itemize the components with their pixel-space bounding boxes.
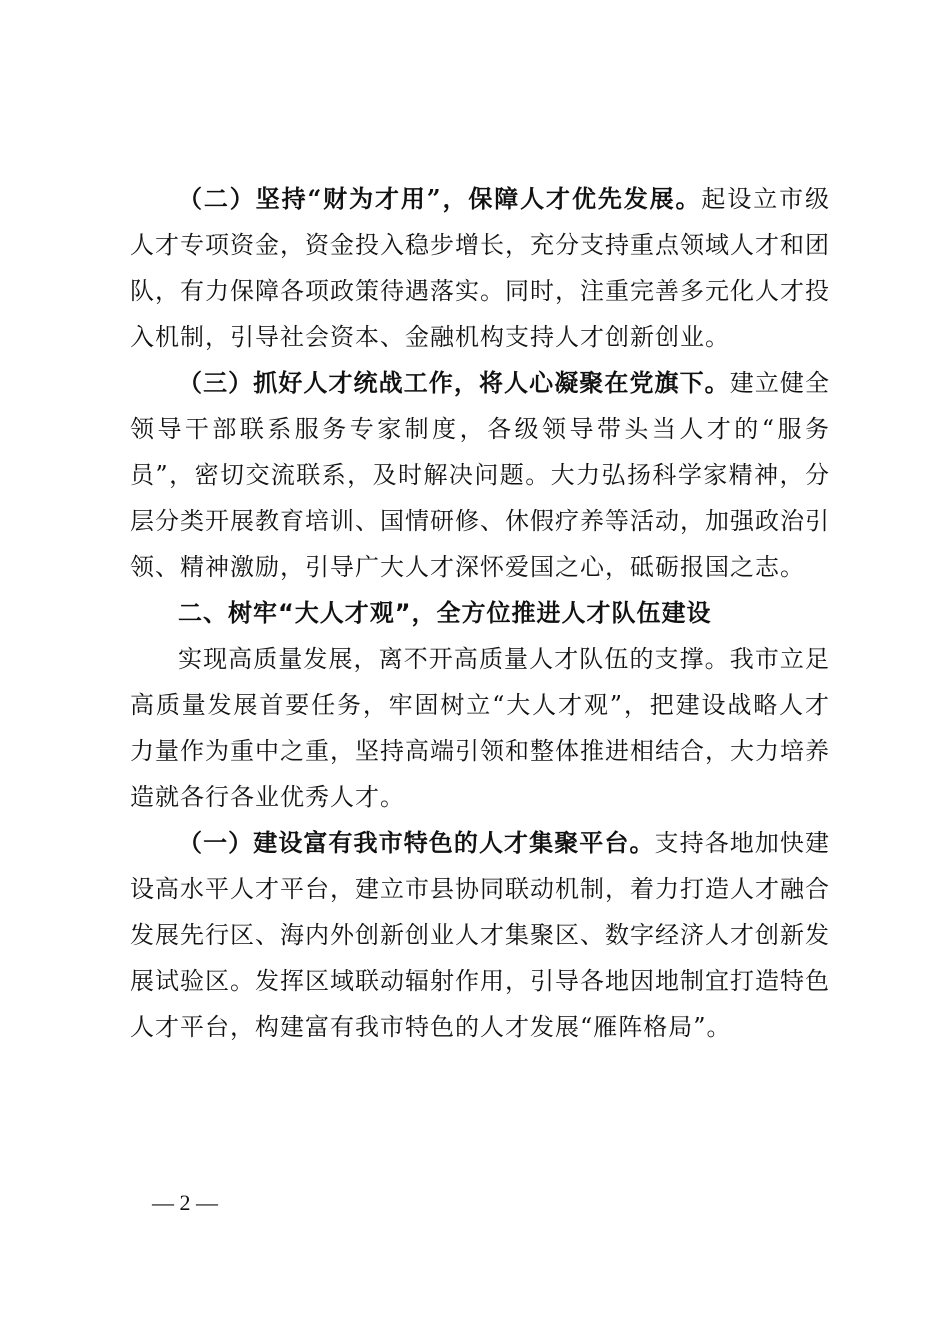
intro-paragraph: 实现高质量发展，离不开高质量人才队伍的支撑。我市立足高质量发展首要任务，牢固树立“大人才观”，把建设战略人才力量作为重中之重，坚持高端引领和整体推进相结合，大力培养造就各行各业优秀人才。 bbox=[130, 645, 830, 811]
paragraph-finance-lead: （二）坚持“财为才用”，保障人才优先发展。 bbox=[178, 184, 702, 213]
paragraph-united-front bbox=[130, 360, 830, 590]
paragraph-finance-body: 起设立市级人才专项资金，资金投入稳步增长，充分支持重点领域人才和团队，有力保障各项政策待遇落实。同时，注重完善多元化人才投入机制，引导社会资本、金融机构支持人才创新创业。 bbox=[130, 185, 831, 351]
paragraph-finance bbox=[130, 176, 830, 360]
document-body bbox=[130, 176, 830, 1050]
paragraph-united-front-body: 建立健全领导干部联系服务专家制度，各级领导带头当人才的“服务员”，密切交流联系，及时解决问题。大力弘扬科学家精神，分层分类开展教育培训、国情研修、休假疗养等活动，加强政治引领、精神激励，引导广大人才深怀爱国之心，砥砺报国之志。 bbox=[130, 369, 831, 581]
section-heading: 二、树牢“大人才观”，全方位推进人才队伍建设 bbox=[178, 599, 712, 627]
page-number: — 2 — bbox=[152, 1190, 218, 1215]
paragraph-platform-body: 支持各地加快建设高水平人才平台，建立市县协同联动机制，着力打造人才融合发展先行区、海内外创新创业人才集聚区、数字经济人才创新发展试验区。发挥区域联动辐射作用，引导各地因地制宜打造特色人才平台，构建富有我市特色的人才发展“雁阵格局”。 bbox=[130, 829, 831, 1041]
paragraph-united-front-lead: （三）抓好人才统战工作，将人心凝聚在党旗下。 bbox=[178, 368, 730, 397]
paragraph-platform bbox=[130, 820, 830, 1050]
paragraph-platform-lead: （一）建设富有我市特色的人才集聚平台。 bbox=[178, 828, 655, 857]
